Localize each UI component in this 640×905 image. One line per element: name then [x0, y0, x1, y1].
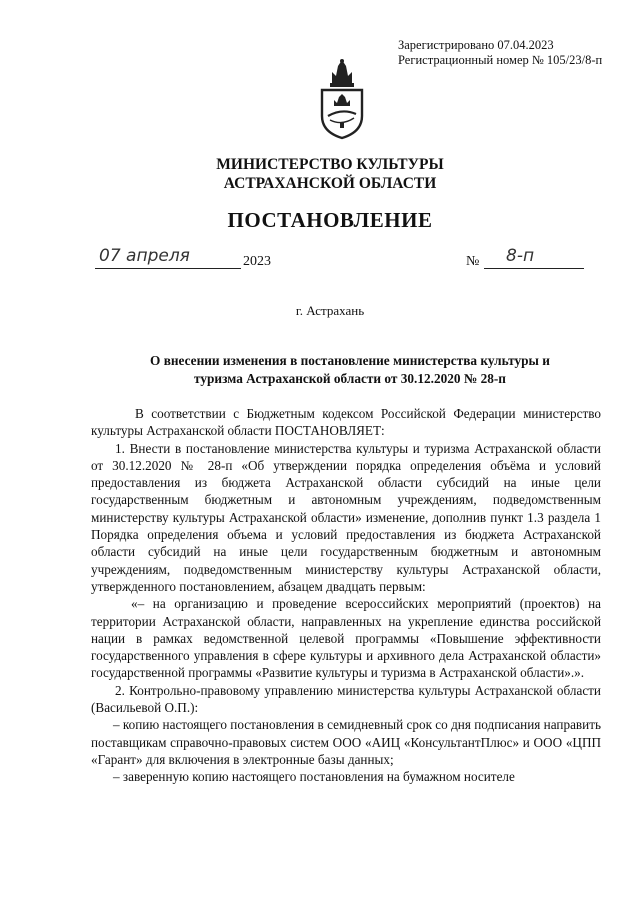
date-year: 2023 — [243, 254, 271, 269]
subject-line-1: О внесении изменения в постановление министерства культуры и — [150, 353, 550, 368]
quote-paragraph: «– на организацию и проведение всероссийских мероприятий (проектов) на территории Астраханской области, направленных на укрепление единства российской нации в рамках ведомственной целевой программы «Повышение эффективности государственного управления в сфере культуры и архивного дела Астраханской области» государственной программы «Развитие культуры и туризма в Астраханской области».». — [91, 596, 601, 681]
document-body — [91, 405, 601, 786]
city: г. Астрахань — [295, 303, 365, 318]
number-handwritten: 8-п — [506, 246, 535, 266]
item-2-paragraph: 2. Контрольно-правовому управлению министерства культуры Астраханской области (Васильевой О.П.): — [91, 682, 601, 716]
coat-of-arms-icon — [318, 58, 366, 140]
document-type: ПОСТАНОВЛЕНИЕ — [227, 208, 433, 232]
number-underline — [484, 268, 584, 269]
document-date — [95, 246, 285, 270]
number-label: № — [466, 254, 480, 269]
date-underline — [95, 268, 241, 269]
dash-2-paragraph: – заверенную копию настоящего постановления на бумажном носителе — [113, 769, 515, 785]
ministry-line-2: АСТРАХАНСКОЙ ОБЛАСТИ — [223, 175, 437, 192]
dash-1-paragraph: – копию настоящего постановления в семидневный срок со дня подписания направить поставщикам справочно-правовых систем ООО «АИЦ «КонсультантПлюс» и ООО «ЦПП «Гарант» для включения в электронные базы данных; — [91, 717, 601, 767]
ministry-line-1: МИНИСТЕРСТВО КУЛЬТУРЫ — [216, 156, 444, 173]
document-number — [466, 246, 596, 270]
item-1-paragraph: 1. Внести в постановление министерства культуры и туризма Астраханской области от 30.12.2020 № 28-п «Об утверждении порядка определения объёма и условий предоставления из бюджета Астраханской области субсидий на иные цели государственным бюджетным и автономным учреждениям, подведомственным министерству культуры Астраханской области» изменение, дополнив пункт 1.3 раздела 1 Порядка определения объема и условий предоставления из бюджета Астраханской области субсидий на иные цели государственным бюджетным и автономным учреждениям, подведомственным министерству культуры Астраханской области, утвержденного постановлением, абзацем двадцать первым: — [91, 440, 601, 594]
intro-paragraph: В соответствии с Бюджетным кодексом Российской Федерации министерство культуры Астраханской области ПОСТАНОВЛЯЕТ: — [91, 406, 601, 439]
ministry-name — [0, 155, 640, 193]
document-subject — [100, 352, 600, 388]
registration-date: Зарегистрировано 07.04.2023 — [398, 38, 554, 52]
registration-number: Регистрационный номер № 105/23/8-п — [398, 53, 603, 67]
registration-stamp — [398, 38, 602, 68]
subject-line-2: туризма Астраханской области от 30.12.2020 № 28-п — [194, 371, 506, 386]
date-handwritten: 07 апреля — [99, 246, 190, 266]
